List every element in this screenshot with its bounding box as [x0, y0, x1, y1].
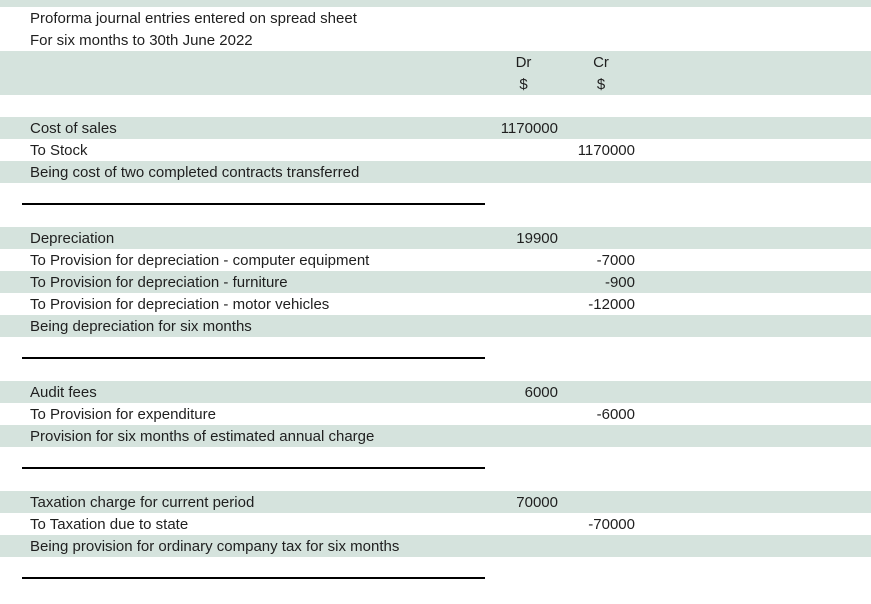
credit-cell	[562, 227, 640, 249]
debit-value: 19900	[516, 229, 558, 247]
credit-value: -12000	[588, 295, 635, 313]
right-filler-cell	[640, 469, 871, 491]
credit-value: -6000	[596, 405, 635, 423]
right-filler-cell	[640, 447, 871, 469]
sheet-title	[0, 7, 871, 29]
description-cell	[22, 425, 485, 447]
entry-row	[0, 513, 871, 535]
debit-cell	[485, 491, 562, 513]
sheet-subtitle	[0, 29, 871, 51]
debit-cell	[485, 183, 562, 205]
right-filler-cell	[640, 513, 871, 535]
credit-cell	[562, 249, 640, 271]
left-margin-cell	[0, 447, 22, 469]
credit-cell	[562, 293, 640, 315]
description-cell	[22, 183, 485, 205]
credit-cell	[562, 491, 640, 513]
right-filler-cell	[640, 315, 871, 337]
sheet-rows	[0, 7, 871, 601]
debit-cell	[485, 557, 562, 579]
debit-cell	[485, 271, 562, 293]
credit-cell	[562, 381, 640, 403]
left-margin-cell	[0, 139, 22, 161]
debit-cell	[485, 469, 562, 491]
right-filler-cell	[640, 557, 871, 579]
description-text: Being provision for ordinary company tax for six months	[30, 537, 400, 555]
credit-cell	[562, 161, 640, 183]
description-cell	[22, 447, 485, 469]
description-cell	[22, 337, 485, 359]
description-text: Audit fees	[30, 383, 97, 401]
credit-cell	[562, 51, 640, 73]
description-cell	[22, 491, 485, 513]
description-cell	[22, 271, 485, 293]
right-filler-cell	[640, 161, 871, 183]
column-header-row	[0, 51, 871, 73]
description-cell	[22, 249, 485, 271]
separator-row	[0, 183, 871, 205]
left-margin-cell	[0, 117, 22, 139]
debit-cell	[485, 535, 562, 557]
credit-cell	[562, 447, 640, 469]
left-margin-cell	[0, 227, 22, 249]
blank-row	[0, 205, 871, 227]
blank-row	[0, 95, 871, 117]
description-cell	[22, 73, 485, 95]
description-cell	[22, 359, 485, 381]
debit-cell	[485, 425, 562, 447]
debit-cell	[485, 513, 562, 535]
right-filler-cell	[640, 205, 871, 227]
right-filler-cell	[640, 535, 871, 557]
debit-cell	[485, 403, 562, 425]
entry-row	[0, 117, 871, 139]
right-filler-cell	[640, 491, 871, 513]
debit-cell	[485, 381, 562, 403]
credit-cell	[562, 95, 640, 117]
left-margin-cell	[0, 535, 22, 557]
debit-value: 1170000	[500, 119, 558, 137]
credit-cell	[562, 73, 640, 95]
description-text: Cost of sales	[30, 119, 117, 137]
description-cell	[22, 403, 485, 425]
credit-cell	[562, 513, 640, 535]
description-cell	[22, 205, 485, 227]
right-filler-cell	[640, 359, 871, 381]
left-margin-cell	[0, 29, 22, 51]
blank-row	[0, 359, 871, 381]
debit-cell	[485, 293, 562, 315]
narration-row	[0, 535, 871, 557]
left-margin-cell	[0, 73, 22, 95]
credit-cell	[562, 7, 640, 29]
right-filler-cell	[640, 271, 871, 293]
left-margin-cell	[0, 183, 22, 205]
right-filler-cell	[640, 139, 871, 161]
left-margin-cell	[0, 513, 22, 535]
credit-cell	[562, 117, 640, 139]
right-filler-cell	[640, 7, 871, 29]
right-filler-cell	[640, 51, 871, 73]
description-cell	[22, 381, 485, 403]
left-margin-cell	[0, 579, 22, 601]
left-margin-cell	[0, 249, 22, 271]
description-text: Being depreciation for six months	[30, 317, 252, 335]
entry-row	[0, 293, 871, 315]
credit-cell	[562, 139, 640, 161]
debit-cell	[485, 579, 562, 601]
debit-value: 6000	[524, 383, 558, 401]
entry-row	[0, 271, 871, 293]
debit-cell	[485, 73, 562, 95]
entry-row	[0, 249, 871, 271]
left-margin-cell	[0, 469, 22, 491]
description-text: For six months to 30th June 2022	[30, 31, 253, 49]
description-cell	[22, 315, 485, 337]
narration-row	[0, 425, 871, 447]
right-filler-cell	[640, 95, 871, 117]
entry-row	[0, 139, 871, 161]
entry-row	[0, 491, 871, 513]
separator-row	[0, 557, 871, 579]
credit-value: 1170000	[577, 141, 635, 159]
description-text: Provision for six months of estimated annual charge	[30, 427, 375, 445]
left-margin-cell	[0, 491, 22, 513]
description-text: Being cost of two completed contracts transferred	[30, 163, 360, 181]
credit-cell	[562, 205, 640, 227]
left-margin-cell	[0, 271, 22, 293]
separator-row	[0, 337, 871, 359]
left-margin-cell	[0, 381, 22, 403]
description-cell	[22, 513, 485, 535]
left-margin-cell	[0, 425, 22, 447]
right-filler-cell	[640, 117, 871, 139]
column-unit-row	[0, 73, 871, 95]
right-filler-cell	[640, 227, 871, 249]
debit-cell	[485, 51, 562, 73]
right-filler-cell	[640, 293, 871, 315]
entry-row	[0, 227, 871, 249]
right-filler-cell	[640, 73, 871, 95]
credit-cell	[562, 359, 640, 381]
left-margin-cell	[0, 315, 22, 337]
debit-cell	[485, 161, 562, 183]
credit-cell	[562, 29, 640, 51]
debit-cell	[485, 139, 562, 161]
description-cell	[22, 535, 485, 557]
debit-cell	[485, 359, 562, 381]
left-margin-cell	[0, 337, 22, 359]
narration-row	[0, 315, 871, 337]
description-cell	[22, 139, 485, 161]
credit-cell	[562, 337, 640, 359]
credit-cell	[562, 579, 640, 601]
description-cell	[22, 7, 485, 29]
right-filler-cell	[640, 381, 871, 403]
debit-cell	[485, 205, 562, 227]
description-text: Depreciation	[30, 229, 115, 247]
description-cell	[22, 161, 485, 183]
debit-cell	[485, 447, 562, 469]
left-margin-cell	[0, 51, 22, 73]
right-filler-cell	[640, 29, 871, 51]
credit-value: -900	[604, 273, 635, 291]
narration-row	[0, 161, 871, 183]
description-text: Taxation charge for current period	[30, 493, 255, 511]
description-text: To Provision for expenditure	[30, 405, 216, 423]
blank-row	[0, 579, 871, 601]
credit-cell	[562, 403, 640, 425]
debit-cell	[485, 337, 562, 359]
left-margin-cell	[0, 293, 22, 315]
credit-cell	[562, 315, 640, 337]
left-margin-cell	[0, 205, 22, 227]
right-filler-cell	[640, 579, 871, 601]
credit-value: -7000	[596, 251, 635, 269]
left-margin-cell	[0, 403, 22, 425]
credit-cell	[562, 271, 640, 293]
debit-value: $	[519, 75, 528, 93]
credit-cell	[562, 183, 640, 205]
description-text: Proforma journal entries entered on spread sheet	[30, 9, 357, 27]
description-text: To Stock	[30, 141, 88, 159]
description-text: To Provision for depreciation - computer equipment	[30, 251, 370, 269]
right-filler-cell	[640, 403, 871, 425]
left-margin-cell	[0, 359, 22, 381]
debit-cell	[485, 95, 562, 117]
right-filler-cell	[640, 425, 871, 447]
credit-cell	[562, 557, 640, 579]
description-cell	[22, 29, 485, 51]
credit-value: Cr	[593, 53, 609, 71]
description-cell	[22, 293, 485, 315]
description-cell	[22, 557, 485, 579]
description-text: To Provision for depreciation - furniture	[30, 273, 288, 291]
left-margin-cell	[0, 95, 22, 117]
entry-row	[0, 403, 871, 425]
credit-cell	[562, 469, 640, 491]
right-filler-cell	[640, 249, 871, 271]
debit-cell	[485, 29, 562, 51]
description-cell	[22, 579, 485, 601]
credit-cell	[562, 425, 640, 447]
credit-cell	[562, 535, 640, 557]
description-text: To Provision for depreciation - motor vehicles	[30, 295, 330, 313]
description-cell	[22, 51, 485, 73]
description-cell	[22, 469, 485, 491]
entry-row	[0, 381, 871, 403]
debit-value: 70000	[516, 493, 558, 511]
debit-cell	[485, 227, 562, 249]
debit-cell	[485, 315, 562, 337]
top-band	[0, 0, 871, 7]
description-cell	[22, 95, 485, 117]
blank-row	[0, 469, 871, 491]
description-cell	[22, 117, 485, 139]
left-margin-cell	[0, 161, 22, 183]
debit-value: Dr	[515, 53, 532, 71]
description-cell	[22, 227, 485, 249]
debit-cell	[485, 7, 562, 29]
description-text: To Taxation due to state	[30, 515, 189, 533]
credit-value: $	[596, 75, 606, 93]
debit-cell	[485, 249, 562, 271]
left-margin-cell	[0, 557, 22, 579]
debit-cell	[485, 117, 562, 139]
right-filler-cell	[640, 337, 871, 359]
left-margin-cell	[0, 7, 22, 29]
separator-row	[0, 447, 871, 469]
credit-value: -70000	[588, 515, 635, 533]
right-filler-cell	[640, 183, 871, 205]
